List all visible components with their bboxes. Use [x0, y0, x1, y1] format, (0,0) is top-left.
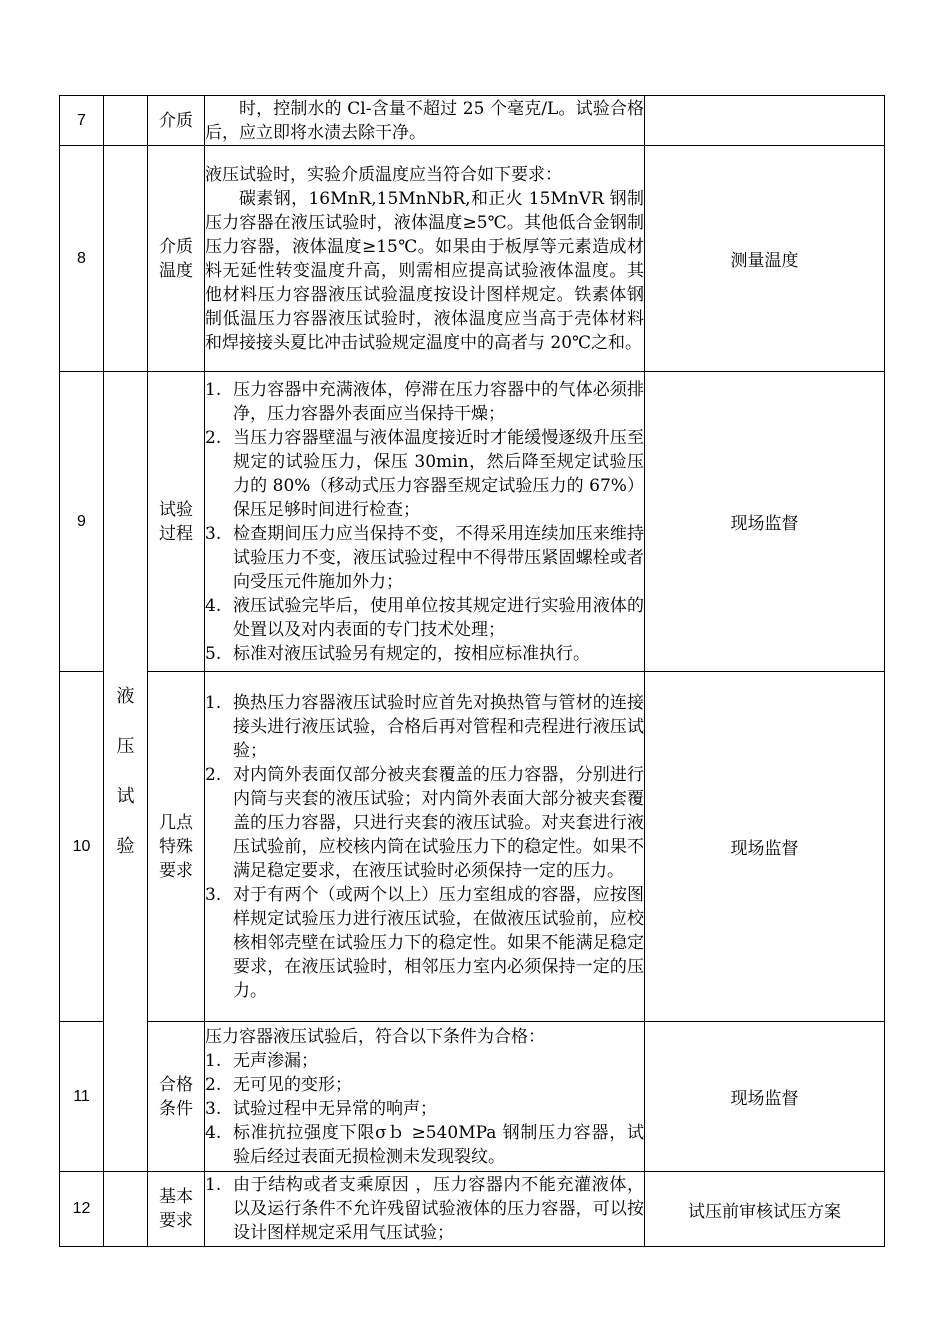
- list-item: 1. 无声渗漏；: [205, 1050, 318, 1071]
- row-number: 9: [60, 372, 104, 672]
- list-item: 4. 液压试验完毕后，使用单位按其规定进行实验用液体的处置以及对内表面的专门技术处理；: [205, 595, 644, 640]
- category-cell-empty: [104, 96, 148, 146]
- row-number: 8: [60, 146, 104, 372]
- list-item: 3. 试验过程中无异常的响声；: [205, 1098, 437, 1119]
- method-cell: 现场监督: [645, 672, 885, 1022]
- table-row: [60, 96, 885, 146]
- method-cell: [645, 96, 885, 146]
- item-name: 合格 条件: [148, 1022, 205, 1172]
- table-row: [60, 1172, 885, 1247]
- list-item: 1. 压力容器中充满液体，停滞在压力容器中的气体必须排净，压力容器外表面应当保持干燥；: [205, 379, 644, 424]
- list-item: 2. 当压力容器壁温与液体温度接近时才能缓慢逐级升压至规定的试验压力，保压 30min，然后降至规定试验压力的 80%（移动式压力容器至规定试验压力的 67%）保压足够时间进行检查；: [205, 427, 644, 520]
- item-name: 试验 过程: [148, 372, 205, 672]
- list-item: 3. 对于有两个（或两个以上）压力室组成的容器，应按图样规定试验压力进行液压试验，在做液压试验前，应校核相邻壳壁在试验压力下的稳定性。如果不能满足稳定要求，在液压试验时，相邻压力室内必须保持一定的压力。: [205, 884, 644, 1001]
- category-cell-empty: [104, 146, 148, 372]
- requirement-list: [205, 1049, 644, 1169]
- table-row: [60, 146, 885, 372]
- method-cell: 测量温度: [645, 146, 885, 372]
- category-char: 试: [116, 785, 135, 807]
- method-cell: 现场监督: [645, 1022, 885, 1172]
- item-name: 介质: [148, 96, 205, 146]
- list-item: 5. 标准对液压试验另有规定的，按相应标准执行。: [205, 643, 590, 664]
- category-cell: [104, 372, 148, 1172]
- table-row: [60, 672, 885, 1022]
- inspection-table: [59, 95, 885, 1247]
- method-cell: 现场监督: [645, 372, 885, 672]
- requirement-list: [205, 1173, 644, 1245]
- method-cell: 试压前审核试压方案: [645, 1172, 885, 1247]
- category-char: 验: [116, 835, 135, 857]
- category-cell-empty: [104, 1172, 148, 1247]
- row-number: 12: [60, 1172, 104, 1247]
- requirement-paragraph: 碳素钢，16MnR,15MnNbR,和正火 15MnVR 钢制压力容器在液压试验时，液体温度≥5℃。其他低合金钢制压力容器，液体温度≥15℃。如果由于板厚等元素造成材料无延性转变温度升高，则需相应提高试验液体温度。其他材料压力容器液压试验温度按设计图样规定。铁素体钢制低温压力容器液压试验时，液体温度应当高于壳体材料和焊接接头夏比冲击试验规定温度中的高者与 20℃之和。: [205, 188, 644, 353]
- requirement-list: [205, 378, 644, 666]
- item-name: 几点 特殊 要求: [148, 672, 205, 1022]
- requirement-content: [205, 96, 645, 146]
- requirement-content: [205, 1022, 645, 1172]
- list-item: 1. 换热压力容器液压试验时应首先对换热管与管材的连接接头进行液压试验，合格后再对管程和壳程进行液压试验；: [205, 692, 644, 761]
- table-row: [60, 372, 885, 672]
- requirement-list: [205, 691, 644, 1003]
- list-item: 1. 由于结构或者支乘原因 ，压力容器内不能充灌液体，以及运行条件不允许残留试验液体的压力容器，可以按设计图样规定采用气压试验；: [205, 1175, 644, 1243]
- requirement-content: [205, 146, 645, 372]
- category-char: 液: [116, 685, 135, 707]
- list-item: 3. 检查期间压力应当保持不变，不得采用连续加压来维持试验压力不变，液压试验过程中不得带压紧固螺栓或者向受压元件施加外力；: [205, 523, 644, 592]
- list-item: 2. 对内筒外表面仅部分被夹套覆盖的压力容器，分别进行内筒与夹套的液压试验；对内筒外表面大部分被夹套覆盖的压力容器，只进行夹套的液压试验。对夹套进行液压试验前，应校核内筒在试验压力下的稳定性。如果不满足稳定要求，在液压试验时必须保持一定的压力。: [205, 764, 644, 881]
- requirement-content: [205, 372, 645, 672]
- list-item: 4. 标准抗拉强度下限σｂ ≥540MPa 钢制压力容器，试验后经过表面无损检测未发现裂纹。: [205, 1122, 644, 1167]
- requirement-content: [205, 672, 645, 1022]
- list-item: 2. 无可见的变形；: [205, 1074, 352, 1095]
- table-row: [60, 1022, 885, 1172]
- item-name: 介质 温度: [148, 146, 205, 372]
- row-number: 7: [60, 96, 104, 146]
- requirement-paragraph: 压力容器液压试验后，符合以下条件为合格：: [205, 1026, 545, 1047]
- row-number: 11: [60, 1022, 104, 1172]
- requirement-content: [205, 1172, 645, 1247]
- item-name: 基本 要求: [148, 1172, 205, 1247]
- requirement-paragraph: 时，控制水的 Cl-含量不超过 25 个毫克/L。试验合格后，应立即将水渍去除干净。: [205, 98, 644, 143]
- category-char: 压: [116, 735, 135, 757]
- requirement-paragraph: 液压试验时，实验介质温度应当符合如下要求：: [205, 164, 562, 185]
- row-number: 10: [60, 672, 104, 1022]
